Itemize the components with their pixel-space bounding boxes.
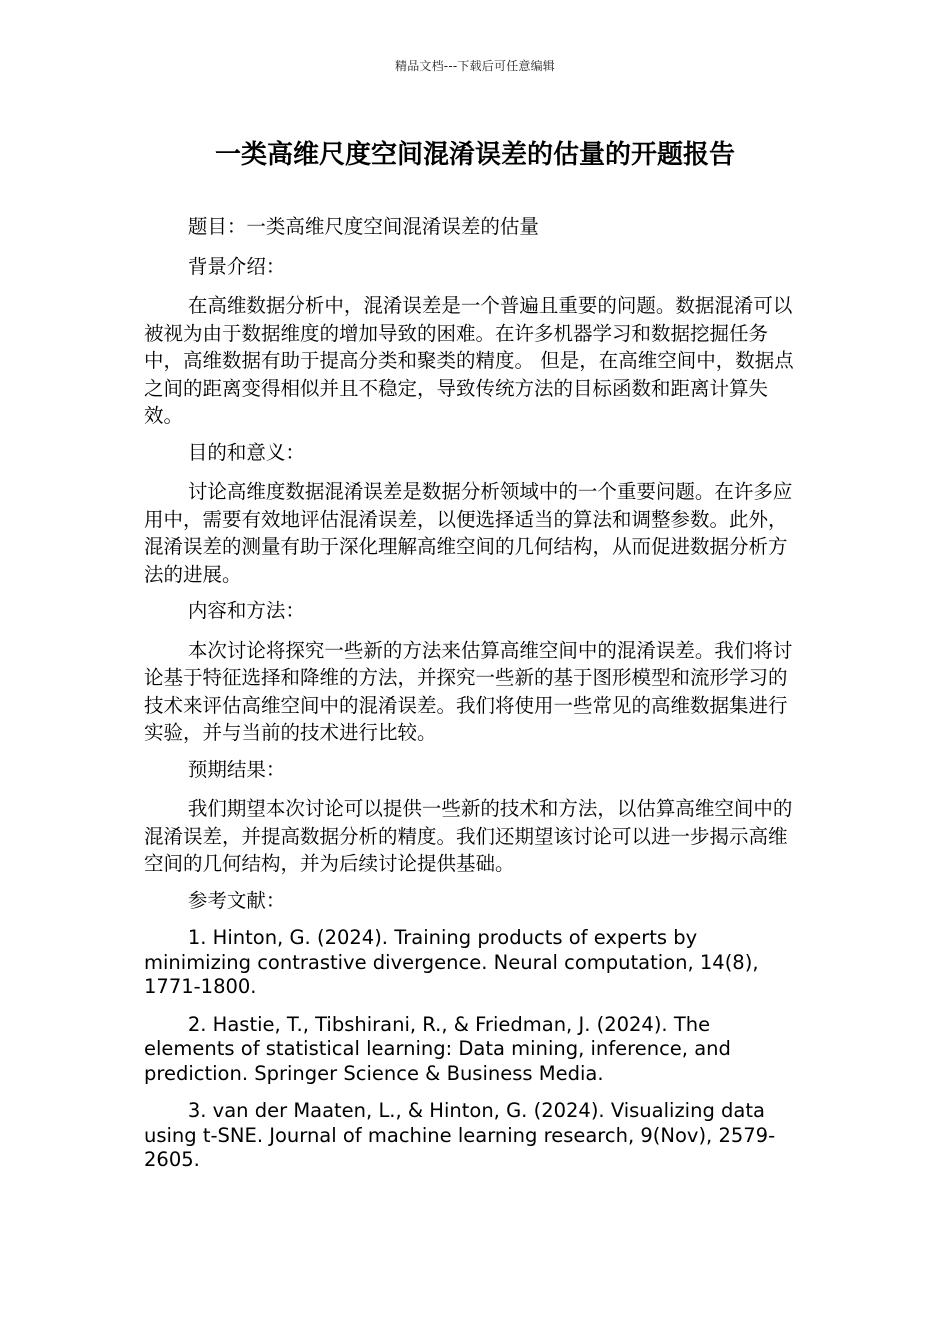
section-body-purpose: 讨论高维度数据混淆误差是数据分析领域中的一个重要问题。在许多应用中，需要有效地评估混淆误差，以便选择适当的算法和调整参数。此外，混淆误差的测量有助于深化理解高维空间的几何结构，从而促进数据分析方法的进展。: [144, 480, 793, 586]
section-heading-background: 背景介绍：: [187, 254, 286, 278]
section-heading-purpose: 目的和意义：: [187, 440, 305, 464]
references-heading: 参考文献：: [187, 888, 286, 912]
section-heading-methods: 内容和方法：: [187, 599, 305, 622]
document-body: [144, 213, 806, 1186]
reference-item: 2. Hastie, T., Tibshirani, R., & Friedman, J. (2024). The elements of statistical learning: Data mining, inference, and prediction. Springer Science & Business Media.: [144, 1012, 731, 1085]
section-heading-expected-results: 预期结果：: [187, 757, 286, 781]
page-title: 一类高维尺度空间混淆误差的估量的开题报告: [214, 140, 735, 170]
section-body-background: 在高维数据分析中，混淆误差是一个普遍且重要的问题。数据混淆可以被视为由于数据维度的增加导致的困难。在许多机器学习和数据挖掘任务中，高维数据有助于提高分类和聚类的精度。 但是，在高维空间中，数据点之间的距离变得相似并且不稳定，导致传统方法的目标函数和距离计算失效。: [144, 294, 794, 427]
section-body-expected-results: 我们期望本次讨论可以提供一些新的技术和方法，以估算高维空间中的混淆误差，并提高数据分析的精度。我们还期望该讨论可以进一步揭示高维空间的几何结构，并为后续讨论提供基础。: [144, 797, 793, 875]
reference-item: 3. van der Maaten, L., & Hinton, G. (2024). Visualizing data using t-SNE. Journal of machine learning research, 9(Nov), 2579-2605.: [144, 1099, 776, 1171]
header-note: 精品文档---下载后可任意编辑: [395, 59, 555, 73]
section-body-methods: 本次讨论将探究一些新的方法来估算高维空间中的混淆误差。我们将讨论基于特征选择和降维的方法，并探究一些新的基于图形模型和流形学习的技术来评估高维空间中的混淆误差。我们将使用一些常见的高维数据集进行实验，并与当前的技术进行比较。: [144, 638, 793, 744]
reference-item: 1. Hinton, G. (2024). Training products of experts by minimizing contrastive divergence. Neural computation, 14(8), 1771-1800.: [144, 926, 759, 998]
topic-line: 题目：一类高维尺度空间混淆误差的估量: [187, 215, 539, 238]
